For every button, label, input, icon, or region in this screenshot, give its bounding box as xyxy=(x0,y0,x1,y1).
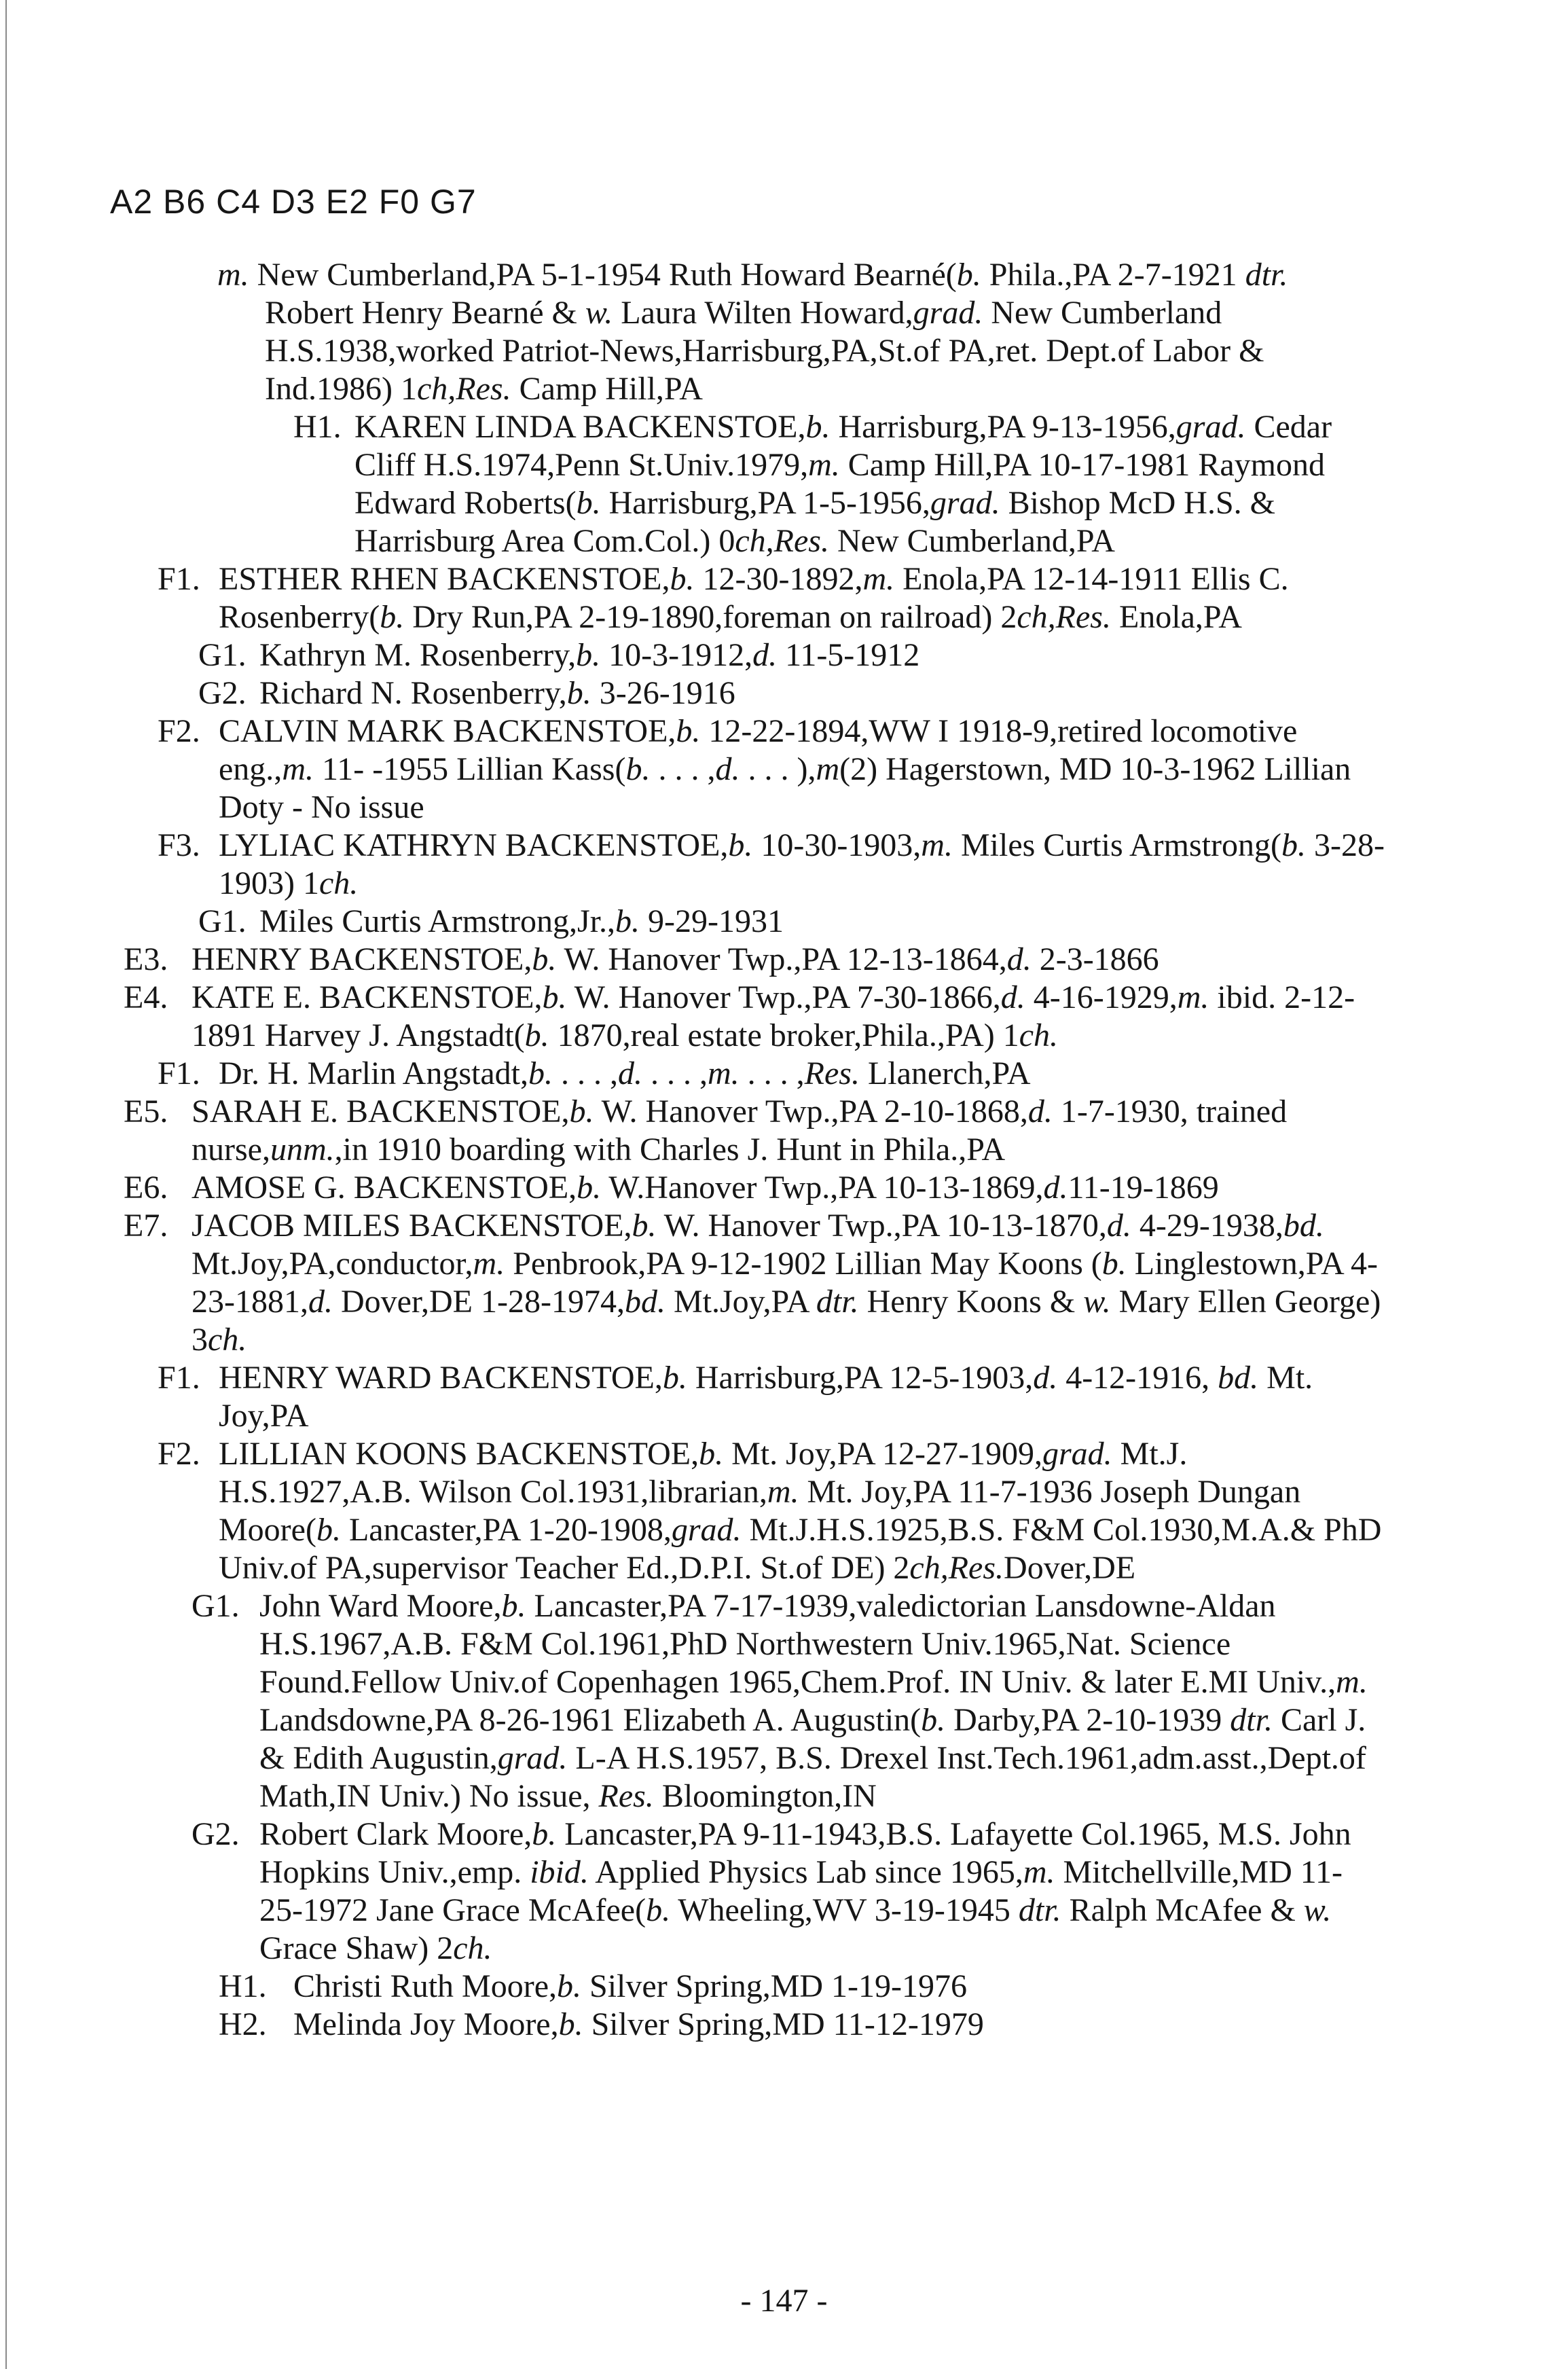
generation-label: E4. xyxy=(124,979,168,1015)
entry-continuation xyxy=(0,256,1568,408)
entry-f3-lyliac xyxy=(0,827,1568,903)
generation-label: E7. xyxy=(124,1208,168,1244)
page-number: - 147 - xyxy=(740,2283,828,2319)
entry-g1-kathryn xyxy=(0,636,1568,674)
entry-f1-henry-ward xyxy=(0,1359,1568,1435)
entry-text: AMOSE G. BACKENSTOE,b. W.Hanover Twp.,PA 10-13-1869,d.11-19-1869 xyxy=(192,1170,1219,1206)
entry-e4-kate xyxy=(0,979,1568,1055)
entry-text: m. New Cumberland,PA 5-1-1954 Ruth Howard Bearné(b. Phila.,PA 2-7-1921 dtr. Robert Henry Bearné & w. Laura Wilten Howard,grad. New Cumberland H.S.1938,worked Patriot-News,Harrisburg,PA,St.of PA,ret. Dept.of Labor & Ind.1986) 1ch,Res. Camp Hill,PA xyxy=(217,257,1288,407)
entry-text: LILLIAN KOONS BACKENSTOE,b. Mt. Joy,PA 12-27-1909,grad. Mt.J. H.S.1927,A.B. Wilson Col.1931,librarian,m. Mt. Joy,PA 11-7-1936 Joseph Dungan Moore(b. Lancaster,PA 1-20-1908,grad. Mt.J.H.S.1925,B.S. F&M Col.1930,M.A.& PhD Univ.of PA,supervisor Teacher Ed.,D.P.I. St.of DE) 2ch,Res.Dover,DE xyxy=(219,1436,1382,1586)
entry-h1-christi xyxy=(0,1968,1568,2006)
entry-g1-john-ward xyxy=(0,1587,1568,1815)
generation-label: E6. xyxy=(124,1170,168,1206)
entry-h1-karen xyxy=(0,408,1568,560)
entry-text: KATE E. BACKENSTOE,b. W. Hanover Twp.,PA 7-30-1866,d. 4-16-1929,m. ibid. 2-12-1891 Harvey J. Angstadt(b. 1870,real estate broker,Phila.,PA) 1ch. xyxy=(192,979,1355,1053)
generation-label: H1. xyxy=(293,409,342,445)
generation-label: F1. xyxy=(158,561,200,597)
genealogy-entries xyxy=(0,256,1568,2044)
generation-label: H2. xyxy=(219,2006,267,2042)
entry-f1-esther xyxy=(0,560,1568,636)
entry-text: Robert Clark Moore,b. Lancaster,PA 9-11-1943,B.S. Lafayette Col.1965, M.S. John Hopkins Univ.,emp. ibid. Applied Physics Lab since 1965,m. Mitchellville,MD 11-25-1972 Jane Grace McAfee(b. Wheeling,WV 3-19-1945 dtr. Ralph McAfee & w. Grace Shaw) 2ch. xyxy=(259,1816,1351,1966)
generation-label: F2. xyxy=(158,713,200,749)
entry-g2-richard xyxy=(0,674,1568,712)
generation-label: E5. xyxy=(124,1093,168,1129)
generation-label: G1. xyxy=(198,637,247,673)
entry-g1-miles xyxy=(0,903,1568,941)
generation-label: F2. xyxy=(158,1436,200,1472)
entry-f2-lillian xyxy=(0,1435,1568,1587)
entry-text: HENRY WARD BACKENSTOE,b. Harrisburg,PA 12-5-1903,d. 4-12-1916, bd. Mt. Joy,PA xyxy=(219,1360,1313,1434)
entry-text: JACOB MILES BACKENSTOE,b. W. Hanover Twp.,PA 10-13-1870,d. 4-29-1938,bd. Mt.Joy,PA,conductor,m. Penbrook,PA 9-12-1902 Lillian May Koons (b. Linglestown,PA 4-23-1881,d. Dover,DE 1-28-1974,bd. Mt.Joy,PA dtr. Henry Koons & w. Mary Ellen George) 3ch. xyxy=(192,1208,1381,1358)
entry-text: KAREN LINDA BACKENSTOE,b. Harrisburg,PA 9-13-1956,grad. Cedar Cliff H.S.1974,Penn St.Univ.1979,m. Camp Hill,PA 10-17-1981 Raymond Edward Roberts(b. Harrisburg,PA 1-5-1956,grad. Bishop McD H.S. & Harrisburg Area Com.Col.) 0ch,Res. New Cumberland,PA xyxy=(354,409,1332,559)
entry-e7-jacob xyxy=(0,1207,1568,1359)
generation-label: F1. xyxy=(158,1055,200,1091)
entry-f1-marlin xyxy=(0,1055,1568,1093)
generation-label: F3. xyxy=(158,827,200,863)
generation-label: G1. xyxy=(198,903,247,939)
entry-h2-melinda xyxy=(0,2006,1568,2044)
entry-text: Kathryn M. Rosenberry,b. 10-3-1912,d. 11-5-1912 xyxy=(259,637,920,673)
entry-text: Richard N. Rosenberry,b. 3-26-1916 xyxy=(259,675,735,711)
entry-text: SARAH E. BACKENSTOE,b. W. Hanover Twp.,PA 2-10-1868,d. 1-7-1930, trained nurse,unm.,in 1910 boarding with Charles J. Hunt in Phila.,PA xyxy=(192,1093,1288,1168)
entry-text: ESTHER RHEN BACKENSTOE,b. 12-30-1892,m. Enola,PA 12-14-1911 Ellis C. Rosenberry(b. Dry Run,PA 2-19-1890,foreman on railroad) 2ch,Res. Enola,PA xyxy=(219,561,1289,635)
entry-f2-calvin xyxy=(0,712,1568,827)
entry-g2-robert xyxy=(0,1815,1568,1968)
entry-text: Miles Curtis Armstrong,Jr.,b. 9-29-1931 xyxy=(259,903,784,939)
generation-label: E3. xyxy=(124,941,168,977)
generation-label: H1. xyxy=(219,1968,267,2004)
entry-text: John Ward Moore,b. Lancaster,PA 7-17-1939,valedictorian Lansdowne-Aldan H.S.1967,A.B. F&M Col.1961,PhD Northwestern Univ.1965,Nat. Science Found.Fellow Univ.of Copenhagen 1965,Chem.Prof. IN Univ. & later E.MI Univ.,m. Landsdowne,PA 8-26-1961 Elizabeth A. Augustin(b. Darby,PA 2-10-1939 dtr. Carl J. & Edith Augustin,grad. L-A H.S.1957, B.S. Drexel Inst.Tech.1961,adm.asst.,Dept.of Math,IN Univ.) No issue, Res. Bloomington,IN xyxy=(259,1588,1368,1814)
entry-text: CALVIN MARK BACKENSTOE,b. 12-22-1894,WW I 1918-9,retired locomotive eng.,m. 11- -1955 Lillian Kass(b. . . . ,d. . . . ),m(2) Hagerstown, MD 10-3-1962 Lillian Doty - No issue xyxy=(219,713,1351,825)
entry-text: LYLIAC KATHRYN BACKENSTOE,b. 10-30-1903,m. Miles Curtis Armstrong(b. 3-28-1903) 1ch. xyxy=(219,827,1385,901)
generation-label: G2. xyxy=(198,675,247,711)
entry-e6-amose xyxy=(0,1169,1568,1207)
generation-label: G1. xyxy=(192,1588,240,1624)
entry-text: Dr. H. Marlin Angstadt,b. . . . ,d. . . . ,m. . . . ,Res. Llanerch,PA xyxy=(219,1055,1031,1091)
generation-label: G2. xyxy=(192,1816,240,1852)
generation-code-header: A2 B6 C4 D3 E2 F0 G7 xyxy=(110,183,477,221)
entry-text: HENRY BACKENSTOE,b. W. Hanover Twp.,PA 12-13-1864,d. 2-3-1866 xyxy=(192,941,1159,977)
entry-text: Christi Ruth Moore,b. Silver Spring,MD 1-19-1976 xyxy=(293,1968,967,2004)
entry-e3-henry xyxy=(0,941,1568,979)
entry-e5-sarah xyxy=(0,1093,1568,1169)
entry-text: Melinda Joy Moore,b. Silver Spring,MD 11-12-1979 xyxy=(293,2006,984,2042)
generation-label: F1. xyxy=(158,1360,200,1396)
